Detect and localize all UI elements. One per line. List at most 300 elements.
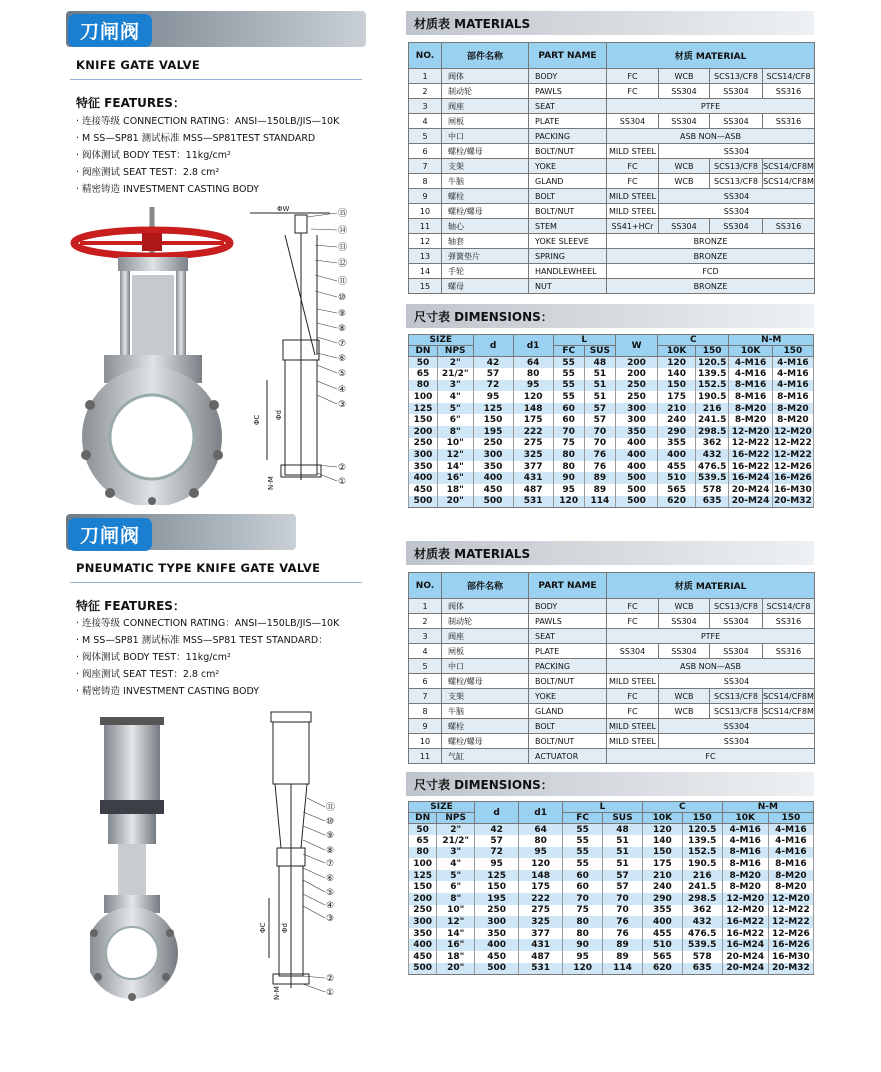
cell-no: 3 bbox=[409, 629, 442, 644]
cell-value: 240 bbox=[642, 881, 682, 893]
feature-item: · 阀座测试 SEAT TEST：2.8 cm² bbox=[76, 167, 220, 178]
col-nm-150: 150 bbox=[772, 346, 813, 357]
cell-no: 3 bbox=[409, 99, 442, 114]
table-row bbox=[409, 461, 814, 473]
cell-value: 95 bbox=[473, 391, 513, 403]
callout-10: ⑩ bbox=[326, 817, 335, 827]
cell-value: 55 bbox=[553, 391, 584, 403]
pneumatic-valve-photo bbox=[90, 705, 200, 1005]
cell-value: 400 bbox=[475, 939, 519, 951]
cell-value: 95 bbox=[519, 847, 563, 859]
cell-value: 400 bbox=[642, 916, 682, 928]
table-row bbox=[409, 391, 814, 403]
cell-value: 95 bbox=[475, 858, 519, 870]
cell-material: FC bbox=[607, 159, 659, 174]
cell-value: 432 bbox=[682, 916, 722, 928]
cell-cn-name: 气缸 bbox=[442, 749, 529, 764]
feature-item: · M SS—SP81 测试标准 MSS—SP81 TEST STANDARD： bbox=[76, 635, 328, 646]
table-row bbox=[409, 835, 814, 847]
materials-title-2 bbox=[406, 541, 814, 565]
cell-cn-name: 闸板 bbox=[442, 114, 529, 129]
cell-value: 42 bbox=[475, 824, 519, 836]
cell-material: SS304 bbox=[659, 84, 710, 99]
cell-part-name: NUT bbox=[529, 279, 607, 294]
cell-value: 350 bbox=[473, 461, 513, 473]
cell-value: 80 bbox=[513, 368, 553, 380]
col-part-name: PART NAME bbox=[529, 573, 607, 599]
cell-value: 4-M16 bbox=[729, 368, 772, 380]
cell-value: 16" bbox=[437, 472, 473, 484]
feature-item: · M SS—SP81 测试标准 MSS—SP81TEST STANDARD bbox=[76, 133, 316, 144]
cell-value: 190.5 bbox=[695, 391, 728, 403]
cell-cn-name: 牛脑 bbox=[442, 704, 529, 719]
dim-label-d: Φd bbox=[275, 410, 283, 420]
cell-value: 140 bbox=[658, 368, 696, 380]
cell-value: 450 bbox=[475, 951, 519, 963]
cell-value: 200 bbox=[615, 357, 657, 369]
table-row bbox=[409, 704, 815, 719]
cell-value: 4-M16 bbox=[772, 380, 813, 392]
cell-value: 362 bbox=[682, 905, 722, 917]
cell-value: 4-M16 bbox=[772, 357, 813, 369]
col-nm-10k: 10K bbox=[722, 813, 768, 824]
cell-value: 12-M20 bbox=[722, 905, 768, 917]
cell-value: 10" bbox=[437, 905, 475, 917]
col-d1: d1 bbox=[519, 802, 563, 824]
cell-value: 90 bbox=[563, 939, 603, 951]
dimensions-title-1 bbox=[406, 304, 814, 328]
cell-value: 80 bbox=[563, 928, 603, 940]
cell-part-name: PAWLS bbox=[529, 84, 607, 99]
cell-value: 300 bbox=[475, 916, 519, 928]
cell-cn-name: 闸板 bbox=[442, 644, 529, 659]
cell-value: 300 bbox=[409, 449, 438, 461]
col-size: SIZE bbox=[409, 335, 474, 346]
section2-features-list bbox=[76, 615, 376, 700]
col-w: W bbox=[615, 335, 657, 357]
cell-value: 4-M16 bbox=[772, 368, 813, 380]
cell-no: 10 bbox=[409, 204, 442, 219]
cell-part-name: BODY bbox=[529, 69, 607, 84]
materials-title-1 bbox=[406, 11, 814, 35]
cell-material: SCS13/CF8 bbox=[710, 159, 763, 174]
cell-value: 635 bbox=[682, 963, 722, 975]
col-size: SIZE bbox=[409, 802, 475, 813]
cell-value: 250 bbox=[409, 438, 438, 450]
dim-label-w: ΦW bbox=[277, 205, 290, 213]
feature-item: · 阀体测试 BODY TEST：11kg/cm² bbox=[76, 652, 231, 663]
cell-material: MILD STEEL bbox=[607, 189, 659, 204]
cell-value: 8-M20 bbox=[772, 403, 813, 415]
callout-3: ③ bbox=[338, 400, 347, 410]
cell-material: FC bbox=[607, 749, 815, 764]
cell-part-name: HANDLEWHEEL bbox=[529, 264, 607, 279]
cell-value: 60 bbox=[553, 403, 584, 415]
cell-material: SS304 bbox=[607, 644, 659, 659]
table-row bbox=[409, 472, 814, 484]
cell-material: FCD bbox=[607, 264, 815, 279]
col-fc: FC bbox=[563, 813, 603, 824]
col-c-10k: 10K bbox=[642, 813, 682, 824]
cell-value: 80 bbox=[409, 380, 438, 392]
cell-value: 216 bbox=[695, 403, 728, 415]
cell-value: 80 bbox=[409, 847, 437, 859]
cell-material: FC bbox=[607, 689, 659, 704]
cell-material: FC bbox=[607, 599, 659, 614]
cell-material: PTFE bbox=[607, 629, 815, 644]
table-row bbox=[409, 881, 814, 893]
cell-value: 89 bbox=[584, 484, 615, 496]
cell-value: 350 bbox=[615, 426, 657, 438]
cell-value: 8" bbox=[437, 426, 473, 438]
cell-value: 16" bbox=[437, 939, 475, 951]
cell-value: 70 bbox=[603, 905, 643, 917]
divider bbox=[70, 79, 362, 80]
cell-material: WCB bbox=[659, 689, 710, 704]
cell-value: 80 bbox=[519, 835, 563, 847]
cell-value: 12-M22 bbox=[729, 438, 772, 450]
cell-value: 450 bbox=[473, 484, 513, 496]
cell-cn-name: 螺栓/螺母 bbox=[442, 144, 529, 159]
cell-value: 400 bbox=[409, 472, 438, 484]
table-row bbox=[409, 426, 814, 438]
cell-cn-name: 轴套 bbox=[442, 234, 529, 249]
cell-no: 8 bbox=[409, 174, 442, 189]
cell-value: 300 bbox=[409, 916, 437, 928]
cell-value: 8-M16 bbox=[722, 847, 768, 859]
cell-material: SS304 bbox=[710, 114, 763, 129]
cell-value: 6" bbox=[437, 881, 475, 893]
cell-value: 12-M22 bbox=[768, 916, 813, 928]
cell-part-name: SEAT bbox=[529, 99, 607, 114]
callout-9: ⑨ bbox=[326, 831, 335, 841]
cell-value: 55 bbox=[553, 368, 584, 380]
cell-cn-name: 中口 bbox=[442, 659, 529, 674]
cell-part-name: YOKE bbox=[529, 689, 607, 704]
cell-value: 578 bbox=[682, 951, 722, 963]
cell-material: BRONZE bbox=[607, 249, 815, 264]
section2-features-title: 特征 FEATURES： bbox=[76, 599, 185, 613]
cell-value: 16-M22 bbox=[729, 461, 772, 473]
cell-value: 70 bbox=[553, 426, 584, 438]
cell-part-name: SEAT bbox=[529, 629, 607, 644]
cell-value: 500 bbox=[409, 496, 438, 508]
cell-value: 4-M16 bbox=[722, 835, 768, 847]
cell-value: 21/2" bbox=[437, 368, 473, 380]
cell-cn-name: 螺栓 bbox=[442, 719, 529, 734]
cell-value: 431 bbox=[519, 939, 563, 951]
cell-value: 75 bbox=[563, 905, 603, 917]
col-sus: SUS bbox=[584, 346, 615, 357]
cell-value: 400 bbox=[615, 449, 657, 461]
cell-value: 4" bbox=[437, 391, 473, 403]
cell-material: SCS14/CF8M bbox=[763, 174, 815, 189]
cell-value: 8-M16 bbox=[729, 391, 772, 403]
cell-material: SCS14/CF8 bbox=[763, 599, 815, 614]
cell-value: 51 bbox=[603, 835, 643, 847]
col-c-150: 150 bbox=[695, 346, 728, 357]
cell-value: 21/2" bbox=[437, 835, 475, 847]
cell-value: 89 bbox=[584, 472, 615, 484]
cell-value: 100 bbox=[409, 858, 437, 870]
section2-title: 刀闸阀 bbox=[68, 518, 152, 551]
cell-value: 76 bbox=[584, 461, 615, 473]
cell-value: 120 bbox=[519, 858, 563, 870]
callout-12: ⑫ bbox=[338, 259, 348, 269]
cell-value: 510 bbox=[658, 472, 696, 484]
materials-title-text: 材质表 MATERIALS bbox=[414, 17, 531, 31]
table-row bbox=[409, 614, 815, 629]
feature-item: · 连接等级 CONNECTION RATING：ANSI—150LB/JIS—10K bbox=[76, 618, 340, 629]
cell-value: 539.5 bbox=[682, 939, 722, 951]
cell-value: 70 bbox=[584, 426, 615, 438]
section2-subtitle: PNEUMATIC TYPE KNIFE GATE VALVE bbox=[76, 561, 321, 575]
cell-no: 7 bbox=[409, 159, 442, 174]
cell-value: 64 bbox=[513, 357, 553, 369]
cell-value: 431 bbox=[513, 472, 553, 484]
cell-value: 20-M32 bbox=[774, 496, 812, 507]
callout-3: ③ bbox=[326, 914, 335, 924]
cell-value: 57 bbox=[584, 414, 615, 426]
cell-value: 4-M16 bbox=[729, 357, 772, 369]
cell-value: 210 bbox=[642, 870, 682, 882]
cell-material: WCB bbox=[659, 69, 710, 84]
cell-value: 300 bbox=[473, 449, 513, 461]
cell-value: 139.5 bbox=[682, 835, 722, 847]
callout-8: ⑧ bbox=[338, 324, 347, 334]
cell-no: 1 bbox=[409, 599, 442, 614]
cell-no: 2 bbox=[409, 614, 442, 629]
callout-15: ⑮ bbox=[338, 209, 348, 219]
cell-material: SCS13/CF8 bbox=[710, 174, 763, 189]
cell-value: 500 bbox=[473, 496, 513, 508]
col-dn: DN bbox=[409, 813, 437, 824]
cell-value: 16-M26 bbox=[774, 473, 812, 484]
cell-cn-name: 弹簧垫片 bbox=[442, 249, 529, 264]
cell-material: SS304 bbox=[659, 719, 815, 734]
dimensions-table-1 bbox=[408, 334, 814, 508]
cell-part-name: ACTUATOR bbox=[529, 749, 607, 764]
cell-value: 222 bbox=[519, 893, 563, 905]
cell-value: 190.5 bbox=[682, 858, 722, 870]
col-dn: DN bbox=[409, 346, 438, 357]
cell-cn-name: 阀体 bbox=[442, 69, 529, 84]
cell-value: 95 bbox=[513, 380, 553, 392]
cell-value: 350 bbox=[409, 461, 438, 473]
col-c: C bbox=[642, 802, 722, 813]
cell-cn-name: 手轮 bbox=[442, 264, 529, 279]
dimensions-title-text: 尺寸表 DIMENSIONS： bbox=[414, 778, 553, 792]
cell-no: 6 bbox=[409, 674, 442, 689]
cell-no: 15 bbox=[409, 279, 442, 294]
cell-material: BRONZE bbox=[607, 234, 815, 249]
cell-value: 76 bbox=[603, 928, 643, 940]
cell-value: 4-M16 bbox=[768, 824, 813, 836]
cell-cn-name: 螺栓/螺母 bbox=[442, 204, 529, 219]
table-row bbox=[409, 129, 815, 144]
cell-value: 195 bbox=[475, 893, 519, 905]
col-nm-150: 150 bbox=[768, 813, 813, 824]
cell-value: 150 bbox=[475, 881, 519, 893]
cell-cn-name: 制动轮 bbox=[442, 84, 529, 99]
cell-value: 140 bbox=[642, 835, 682, 847]
table-row bbox=[409, 264, 815, 279]
cell-cn-name: 阀体 bbox=[442, 599, 529, 614]
cell-value: 455 bbox=[658, 461, 696, 473]
cell-material: BRONZE bbox=[607, 279, 815, 294]
cell-value: 70 bbox=[603, 893, 643, 905]
cell-value: 8-M20 bbox=[772, 414, 813, 426]
table-row bbox=[409, 368, 814, 380]
cell-value: 290 bbox=[642, 893, 682, 905]
col-d1: d1 bbox=[513, 335, 553, 357]
cell-part-name: BOLT/NUT bbox=[529, 734, 607, 749]
cell-value: 500 bbox=[615, 484, 657, 496]
cell-value: 4-M16 bbox=[768, 847, 813, 859]
cell-value: 476.5 bbox=[695, 461, 728, 473]
cell-value: 42 bbox=[473, 357, 513, 369]
cell-value: 16-M24 bbox=[729, 472, 772, 484]
cell-material: SCS14/CF8M bbox=[763, 159, 815, 174]
cell-value: 76 bbox=[603, 916, 643, 928]
cell-material: SCS13/CF8 bbox=[710, 704, 763, 719]
cell-value: 150 bbox=[642, 847, 682, 859]
table-row bbox=[409, 144, 815, 159]
table-row bbox=[409, 689, 815, 704]
table-row bbox=[409, 870, 814, 882]
cell-value: 60 bbox=[563, 870, 603, 882]
cell-value: 275 bbox=[519, 905, 563, 917]
col-c-150: 150 bbox=[682, 813, 722, 824]
cell-value: 325 bbox=[519, 916, 563, 928]
col-material: 材质 MATERIAL bbox=[607, 43, 815, 69]
cell-value: 175 bbox=[642, 858, 682, 870]
cell-value: 16-M22 bbox=[722, 916, 768, 928]
cell-material: PTFE bbox=[607, 99, 815, 114]
table-row bbox=[409, 599, 815, 614]
cell-value: 476.5 bbox=[682, 928, 722, 940]
table-row bbox=[409, 249, 815, 264]
cell-value: 400 bbox=[658, 449, 696, 461]
callout-7: ⑦ bbox=[326, 859, 335, 869]
col-d: d bbox=[475, 802, 519, 824]
table-row bbox=[409, 438, 814, 450]
table-row bbox=[409, 928, 814, 940]
col-l: L bbox=[563, 802, 643, 813]
table-row bbox=[409, 380, 814, 392]
cell-material: WCB bbox=[659, 174, 710, 189]
dim-label-nm: N-M bbox=[267, 476, 275, 490]
cell-value: 250 bbox=[473, 438, 513, 450]
cell-value: 12-M20 bbox=[768, 893, 813, 905]
cell-value: 539.5 bbox=[695, 472, 728, 484]
col-d: d bbox=[473, 335, 513, 357]
cell-value: 3" bbox=[437, 380, 473, 392]
table-row bbox=[409, 219, 815, 234]
cell-value: 65 bbox=[409, 835, 437, 847]
divider bbox=[70, 582, 362, 583]
cell-value: 114 bbox=[584, 496, 615, 508]
cell-value: 400 bbox=[615, 438, 657, 450]
cell-value: 55 bbox=[563, 835, 603, 847]
callout-10: ⑩ bbox=[338, 293, 347, 303]
feature-item: · 阀体测试 BODY TEST：11kg/cm² bbox=[76, 150, 231, 161]
cell-value: 8-M20 bbox=[722, 881, 768, 893]
cell-value: 60 bbox=[553, 414, 584, 426]
cell-part-name: STEM bbox=[529, 219, 607, 234]
table-row bbox=[409, 449, 814, 461]
cell-value: 565 bbox=[658, 484, 696, 496]
section1-title: 刀闸阀 bbox=[68, 14, 152, 47]
cell-value: 57 bbox=[584, 403, 615, 415]
cell-material: SCS14/CF8M bbox=[763, 689, 815, 704]
cell-material: FC bbox=[607, 174, 659, 189]
cell-value: 362 bbox=[695, 438, 728, 450]
cell-value: 120 bbox=[513, 391, 553, 403]
cell-value: 72 bbox=[473, 380, 513, 392]
col-nm: N-M bbox=[722, 802, 813, 813]
cell-cn-name: 支架 bbox=[442, 159, 529, 174]
cell-no: 9 bbox=[409, 719, 442, 734]
cell-part-name: BOLT/NUT bbox=[529, 144, 607, 159]
dim-label-c: ΦC bbox=[253, 414, 261, 425]
cell-value: 8-M20 bbox=[729, 403, 772, 415]
cell-material: SCS13/CF8 bbox=[710, 69, 763, 84]
cell-value: 8" bbox=[437, 893, 475, 905]
technical-drawing-2 bbox=[255, 708, 370, 1003]
cell-part-name: BOLT bbox=[529, 719, 607, 734]
table-row bbox=[409, 905, 814, 917]
cell-value: 8-M20 bbox=[722, 870, 768, 882]
cell-material: SS304 bbox=[659, 144, 815, 159]
dim-label-c: ΦC bbox=[259, 922, 267, 933]
cell-value: 14" bbox=[437, 461, 473, 473]
cell-value: 531 bbox=[513, 496, 553, 508]
cell-value: 5" bbox=[437, 870, 475, 882]
cell-part-name: BOLT bbox=[529, 189, 607, 204]
cell-cn-name: 轴心 bbox=[442, 219, 529, 234]
feature-item: · 连接等级 CONNECTION RATING：ANSI—150LB/JIS—10K bbox=[76, 116, 340, 127]
cell-value: 12-M26 bbox=[774, 461, 812, 472]
cell-material: SS304 bbox=[607, 114, 659, 129]
table-row bbox=[409, 674, 815, 689]
cell-material: SCS14/CF8 bbox=[763, 69, 815, 84]
cell-value: 350 bbox=[475, 928, 519, 940]
cell-material: SS304 bbox=[659, 614, 710, 629]
callout-4: ④ bbox=[338, 385, 347, 395]
cell-value: 20-M32 bbox=[768, 963, 813, 975]
cell-material: SS304 bbox=[659, 674, 815, 689]
cell-value: 216 bbox=[682, 870, 722, 882]
cell-value: 89 bbox=[603, 939, 643, 951]
cell-value: 51 bbox=[584, 380, 615, 392]
cell-material: FC bbox=[607, 704, 659, 719]
cell-material: MILD STEEL bbox=[607, 734, 659, 749]
cell-material: SS304 bbox=[710, 219, 763, 234]
cell-value: 51 bbox=[603, 847, 643, 859]
cell-value: 250 bbox=[615, 391, 657, 403]
table-row bbox=[409, 719, 815, 734]
table-row bbox=[409, 114, 815, 129]
table-row bbox=[409, 189, 815, 204]
cell-value: 120 bbox=[553, 496, 584, 508]
cell-part-name: GLAND bbox=[529, 704, 607, 719]
materials-table-2 bbox=[408, 572, 814, 764]
cell-material: MILD STEEL bbox=[607, 144, 659, 159]
section1-features-list bbox=[76, 113, 376, 198]
cell-value: 139.5 bbox=[695, 368, 728, 380]
cell-value: 12-M26 bbox=[768, 928, 813, 940]
